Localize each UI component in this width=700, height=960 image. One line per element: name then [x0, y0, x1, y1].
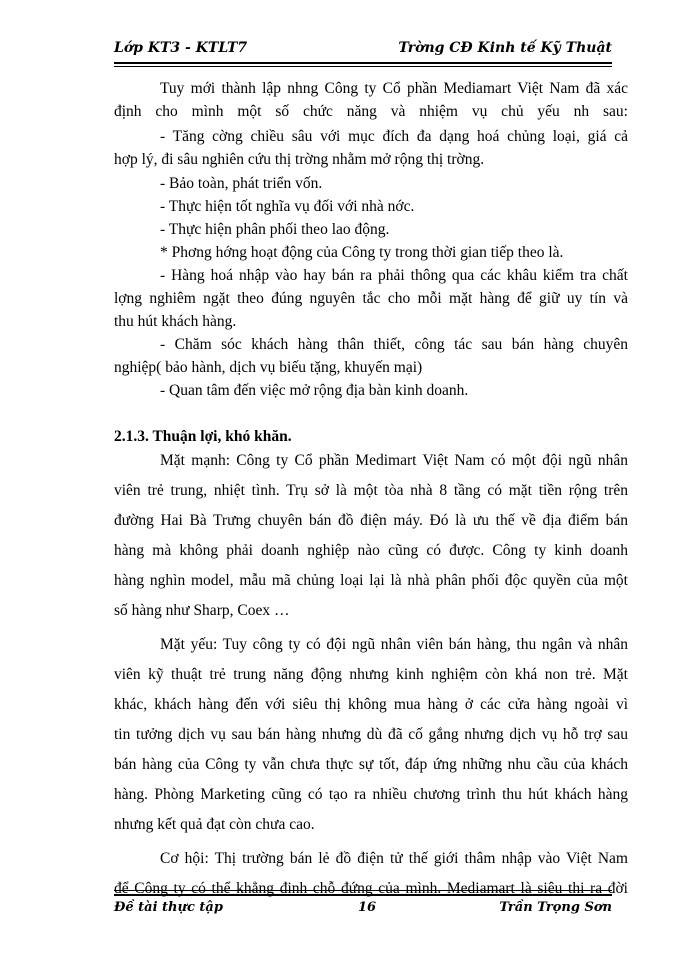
- text-line: tin tưởng dịch vụ sau bán hàng nhưng dù đã cố gắng nhưng dịch vụ hỗ trợ sau: [114, 726, 628, 743]
- text-line: viên kỹ thuật trẻ trung năng động nhưng kinh nghiệm còn khá non trẻ. Mặt: [114, 666, 628, 683]
- text-line: hàng mà không phải doanh nghiệp nào cũng có được. Công ty kinh doanh: [114, 542, 628, 559]
- footer-rule: [114, 894, 612, 896]
- text-line: nhưng kết quả đạt còn chưa cao.: [114, 816, 315, 833]
- text-line: bán hàng của Công ty vẫn chưa thực sự tốt, đáp ứng những nhu cầu của khách: [114, 756, 628, 773]
- text-line: đường Hai Bà Trưng chuyên bán đồ điện máy. Đó là ưu thế về địa điểm bán: [114, 512, 628, 529]
- text-line: - Bảo toàn, phát triển vốn.: [160, 175, 323, 192]
- text-line: - Hàng hoá nhập vào hay bán ra phải thông qua các khâu kiểm tra chất: [160, 267, 628, 284]
- header-class: Lớp KT3 - KTLT7: [114, 40, 248, 56]
- text-line: hàng. Phòng Marketing cũng có tạo ra nhiều chương trình thu hút khách hàng: [114, 786, 628, 803]
- header-rule: [114, 62, 612, 64]
- text-line: - Chăm sóc khách hàng thân thiết, công tác sau bán hàng chuyên: [160, 336, 628, 353]
- text-line: Mặt yếu: Tuy công ty có đội ngũ nhân viên bán hàng, thu ngân và nhân: [160, 636, 628, 653]
- text-line: khác, khách hàng đến với siêu thị không mua hàng ở các cửa hàng ngoài vì: [114, 696, 628, 713]
- text-line: viên trẻ trung, nhiệt tình. Trụ sở là một tòa nhà 8 tầng có mặt tiền rộng trên: [114, 482, 628, 499]
- text-line: thu hút khách hàng.: [114, 313, 237, 330]
- text-line: hàng nghìn model, mẫu mã chủng loại lại là nhà phân phối độc quyền của một: [114, 572, 628, 589]
- footer-title: Đề tài thực tập: [114, 900, 223, 915]
- text-line: hợp lý, đi sâu nghiên cứu thị trờng nhằm mở rộng thị trờng.: [114, 151, 485, 168]
- footer-rule-thin: [114, 890, 612, 891]
- text-line: Cơ hội: Thị trường bán lẻ đồ điện tử thế giới thâm nhập vào Việt Nam: [160, 850, 628, 867]
- text-line: - Tăng cờng chiều sâu với mục đích đa dạng hoá chủng loại, giá cả: [160, 128, 628, 145]
- text-line: - Thực hiện phân phối theo lao động.: [160, 221, 390, 238]
- section-heading: 2.1.3. Thuận lợi, khó khăn.: [114, 428, 292, 445]
- text-line: nghiệp( bảo hành, dịch vụ biếu tặng, khuyến mại): [114, 359, 423, 376]
- page-header: [114, 40, 612, 60]
- text-line: định cho mình một số chức năng và nhiệm vụ chủ yếu nh sau:: [114, 103, 628, 120]
- page-footer: [114, 900, 612, 920]
- text-line: Tuy mới thành lập nhng Công ty Cổ phần Mediamart Việt Nam đã xác: [160, 80, 628, 97]
- footer-author: Trần Trọng Sơn: [499, 900, 612, 915]
- page-number: 16: [358, 900, 377, 915]
- text-line: * Phơng hớng hoạt động của Công ty trong thời gian tiếp theo là.: [160, 244, 564, 261]
- text-line: để Công ty có thể khẳng định chỗ đứng của mình. Mediamart là siêu thị ra đời: [114, 880, 628, 897]
- text-line: số hàng như Sharp, Coex …: [114, 602, 290, 619]
- text-line: lợng nghiêm ngặt theo đúng nguyên tắc cho mỗi mặt hàng để giữ uy tín và: [114, 290, 628, 307]
- header-rule-thin: [114, 66, 612, 67]
- text-line: - Thực hiện tốt nghĩa vụ đối với nhà nớc.: [160, 198, 415, 215]
- text-line: Mặt mạnh: Công ty Cổ phần Medimart Việt Nam có một đội ngũ nhân: [160, 452, 628, 469]
- header-school: Trờng CĐ Kinh tế Kỹ Thuật: [398, 40, 612, 56]
- text-line: - Quan tâm đến việc mở rộng địa bàn kinh doanh.: [160, 382, 469, 399]
